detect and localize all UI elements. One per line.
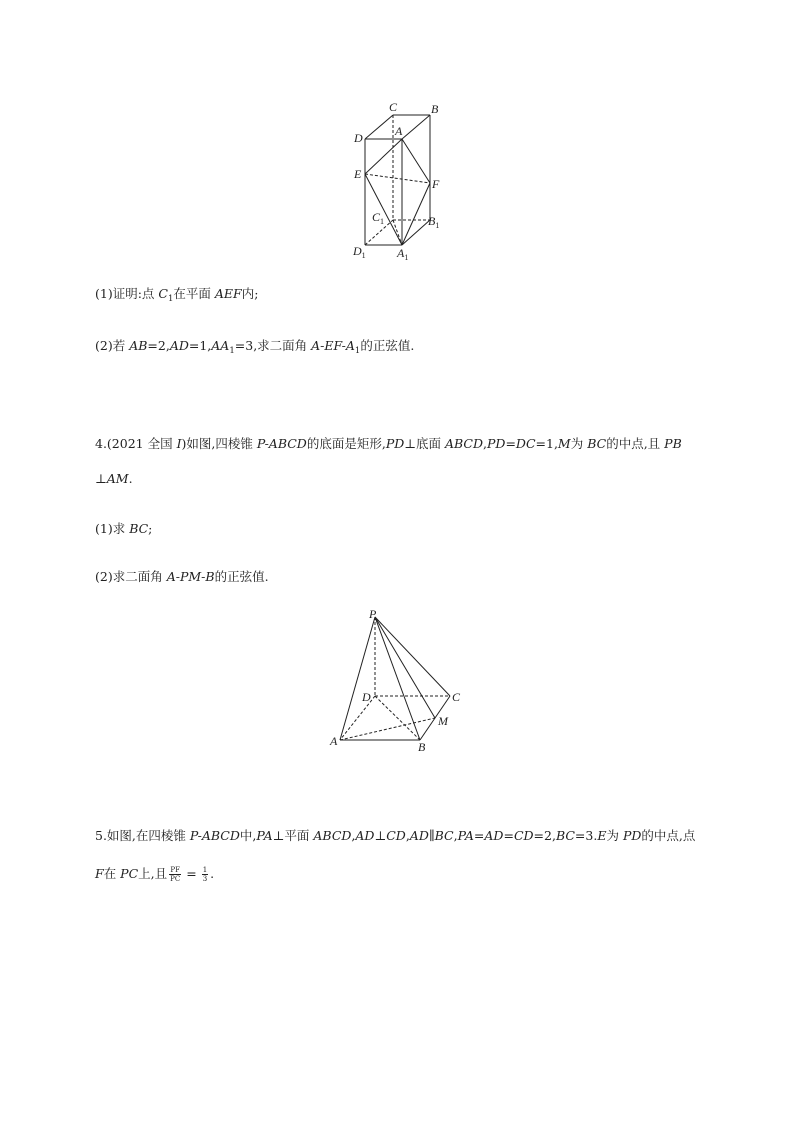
math-var: A-EF-A — [311, 338, 355, 353]
fraction-one-third — [202, 866, 208, 883]
q4-part2 — [95, 569, 269, 585]
subscript: 1 — [229, 346, 235, 356]
text: ⊥ — [95, 471, 107, 486]
math-var: M — [557, 436, 571, 451]
q4-part1 — [95, 521, 152, 537]
edge-PM — [375, 617, 435, 718]
text: 的正弦值. — [360, 338, 415, 353]
label-P: P — [369, 607, 377, 621]
math-var: BC — [434, 828, 454, 843]
denominator: 3 — [202, 875, 208, 883]
text: = — [473, 828, 485, 843]
math-var: AEF — [214, 286, 242, 301]
math-var: C — [158, 286, 168, 301]
math-var: F — [95, 866, 104, 881]
text: 的中点,且 — [606, 436, 665, 451]
text: 为 — [570, 436, 588, 451]
math-var: I — [176, 436, 182, 451]
math-var: AB — [129, 338, 148, 353]
label-D: D — [362, 690, 371, 704]
q5-line2 — [95, 866, 214, 883]
edge-AF — [402, 139, 430, 183]
text: )如图,四棱锥 — [181, 436, 257, 451]
text: (1)求 — [95, 521, 130, 536]
text: . — [128, 471, 133, 486]
label-A1: $A_1$ — [397, 246, 409, 262]
edge-AB — [402, 115, 430, 139]
math-var: ABCD — [444, 436, 484, 451]
text: , — [351, 828, 356, 843]
math-var: CD — [386, 828, 406, 843]
q3-part2 — [95, 338, 414, 359]
text: 上,且 — [138, 866, 168, 881]
text: , — [483, 436, 487, 451]
math-var: PD — [622, 828, 642, 843]
edge-C1A1 — [393, 220, 402, 245]
text: ⊥平面 — [272, 828, 314, 843]
math-var: ABCD — [313, 828, 352, 843]
subscript: 1 — [167, 294, 174, 304]
label-B1: $B_1$ — [428, 214, 440, 230]
label-C1: $C_1$ — [372, 210, 385, 226]
denominator: PC — [170, 875, 181, 883]
text: (2)求二面角 — [95, 569, 167, 584]
text: =2, — [147, 338, 170, 353]
label-B: B — [431, 102, 439, 116]
math-var: A-PM-B — [166, 569, 215, 584]
text: =3,求二面角 — [234, 338, 312, 353]
math-var: PA — [457, 828, 474, 843]
math-var: DC — [515, 436, 536, 451]
math-var: AD — [409, 828, 429, 843]
text: 的底面是矩形, — [306, 436, 386, 451]
math-var: E — [597, 828, 607, 843]
edge-AE — [365, 139, 402, 174]
q4-line2 — [95, 471, 133, 487]
math-var: PD — [385, 436, 405, 451]
text: , — [405, 828, 410, 843]
edge-PA — [340, 617, 375, 740]
numerator: 1 — [202, 866, 208, 874]
math-var: AM — [106, 471, 129, 486]
text: (2)若 — [95, 338, 130, 353]
text: (1)证明:点 — [95, 286, 159, 301]
math-var: BC — [129, 521, 149, 536]
numerator: PF — [170, 866, 180, 874]
edge-DB — [375, 696, 420, 740]
text: = — [186, 866, 197, 881]
label-B: B — [418, 740, 426, 754]
math-var: AD — [355, 828, 375, 843]
math-var: AD — [169, 338, 189, 353]
edge-FA1 — [402, 183, 430, 245]
math-var: PA — [256, 828, 273, 843]
text: = — [505, 436, 516, 451]
text: ⊥底面 — [404, 436, 445, 451]
edge-A1B1 — [402, 220, 430, 245]
text: ⊥ — [374, 828, 387, 843]
label-A: A — [395, 124, 403, 138]
text: =3. — [574, 828, 598, 843]
text: 中, — [239, 828, 257, 843]
text: 在平面 — [173, 286, 215, 301]
text: 4.(2021 全国 — [95, 436, 177, 451]
math-var: P-ABCD — [189, 828, 240, 843]
text: 内; — [241, 286, 259, 301]
q5-line1 — [95, 828, 695, 844]
edge-PB — [375, 617, 420, 740]
text: =1, — [535, 436, 558, 451]
text: 为 — [606, 828, 623, 843]
label-C: C — [389, 100, 398, 114]
label-F: F — [432, 177, 440, 191]
prism-figure — [340, 95, 460, 265]
text: ∥ — [428, 828, 435, 843]
math-var: BC — [587, 436, 607, 451]
text: =1, — [188, 338, 212, 353]
math-var: AD — [484, 828, 504, 843]
pyramid-figure — [320, 605, 480, 760]
label-D1: $D_1$ — [353, 244, 366, 260]
math-var: PD — [487, 436, 506, 451]
math-var: BC — [555, 828, 575, 843]
label-E: E — [354, 167, 362, 181]
label-A: A — [330, 734, 338, 748]
text: 的中点,点 — [641, 828, 696, 843]
edge-EA1 — [365, 174, 402, 245]
text: . — [210, 866, 215, 881]
math-var: PC — [120, 866, 139, 881]
fraction-pf-pc — [169, 866, 181, 883]
edge-EF — [365, 174, 430, 183]
text: ; — [148, 521, 153, 536]
q4-line1 — [95, 436, 682, 452]
math-var: AA — [211, 338, 230, 353]
q3-part1 — [95, 286, 258, 307]
label-M: M — [438, 714, 448, 728]
text: = — [503, 828, 514, 843]
edge-PC — [375, 617, 450, 696]
math-var: P-ABCD — [256, 436, 307, 451]
text: 的正弦值. — [214, 569, 269, 584]
text: =2, — [533, 828, 556, 843]
label-D: D — [354, 131, 363, 145]
math-var: CD — [513, 828, 534, 843]
edge-DC — [365, 115, 393, 139]
math-var: PB — [664, 436, 682, 451]
label-C: C — [452, 690, 461, 704]
subscript: 1 — [354, 346, 361, 356]
text: 在 — [103, 866, 121, 881]
text: 5.如图,在四棱锥 — [95, 828, 190, 843]
text: , — [453, 828, 458, 843]
